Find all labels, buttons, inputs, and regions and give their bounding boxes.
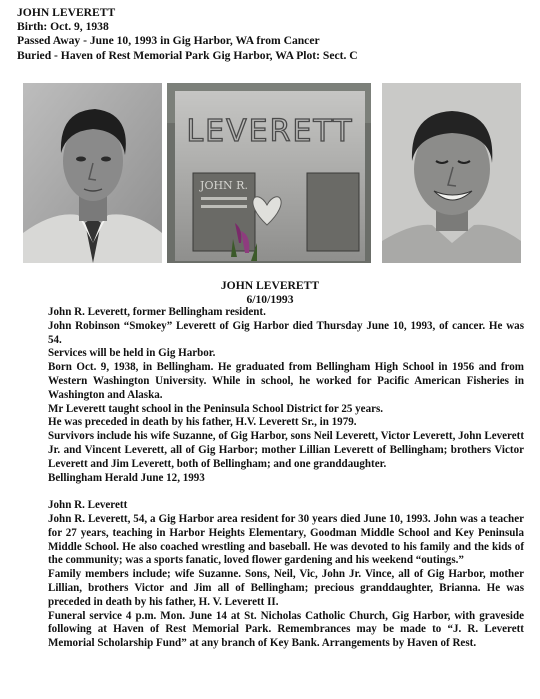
memorial-header xyxy=(17,6,358,63)
obit1-paragraph: He was preceded in death by his father, H.V. Leverett Sr., in 1979. xyxy=(48,416,357,429)
photo-row xyxy=(0,83,540,263)
portrait-young-photo[interactable] xyxy=(23,83,162,263)
obit1-paragraph: Born Oct. 9, 1938, in Bellingham. He graduated from Bellingham High School in 1956 and from Western Washington University. While in school, he worked for Pacific American Fisheries in Washington and Alaska. xyxy=(48,361,524,401)
obit2-heading: John R. Leverett xyxy=(48,499,128,512)
portrait-older-photo[interactable] xyxy=(382,83,521,263)
paragraph-spacer xyxy=(48,485,524,499)
article-date: 6/10/1993 xyxy=(246,293,294,306)
article-title: JOHN LEVERETT xyxy=(220,279,320,292)
birth-line: Birth: Oct. 9, 1938 xyxy=(17,20,109,34)
person-name: JOHN LEVERETT xyxy=(17,6,116,19)
passed-line: Passed Away - June 10, 1993 in Gig Harbor, WA from Cancer xyxy=(17,34,320,48)
obit2-paragraph: John R. Leverett, 54, a Gig Harbor area resident for 30 years died June 10, 1993. John was a teacher for 27 years, teaching in Harbor Heights Elementary, Goodman Middle School and Key Peninsula Middle School. He also coached wrestling and baseball. He was devoted to his family and the kids of the community; was a sports fanatic, loved flower gardening and his weekend “outings.” xyxy=(48,512,524,567)
obit1-paragraph: Survivors include his wife Suzanne, of Gig Harbor, sons Neil Leverett, Victor Leverett, John Leverett Jr. and Vincent Leverett, all of Gig Harbor; mother Lillian Leverett of Bellingham; brothers Victor Leverett and Jim Leverett, both of Bellingham; and one granddaughter. xyxy=(48,430,524,470)
obit2-paragraph: Family members include; wife Suzanne. Sons, Neil, Vic, John Jr. Vince, all of Gig Harbor, mother Lillian, brothers Victor and Jim all of Bellingham; precious granddaughter, Brianna. He was preceded in death by his father, H. V. Leverett II. xyxy=(48,568,524,608)
headstone-plate-text: JOHN R. xyxy=(200,179,248,192)
obit1-paragraph: John Robinson “Smokey” Leverett of Gig Harbor died Thursday June 10, 1993, of cancer. He was 54. xyxy=(48,319,524,346)
obit1-paragraph: Mr Leverett taught school in the Peninsula School District for 25 years. xyxy=(48,402,384,415)
headstone-name-text: LEVERETT xyxy=(186,114,354,149)
buried-line: Buried - Haven of Rest Memorial Park Gig Harbor, WA Plot: Sect. C xyxy=(17,48,358,62)
headstone-photo[interactable] xyxy=(167,83,371,263)
obit1-paragraph: Services will be held in Gig Harbor. xyxy=(48,347,216,360)
obituary-text xyxy=(48,306,524,651)
obit1-paragraph: John R. Leverett, former Bellingham resident. xyxy=(48,306,266,318)
obit1-source: Bellingham Herald June 12, 1993 xyxy=(48,471,205,484)
obit2-paragraph: Funeral service 4 p.m. Mon. June 14 at St. Nicholas Catholic Church, Gig Harbor, with graveside following at Haven of Rest Memorial Park. Remembrances may be made to “J. R. Leverett Memorial Scholarship Fund” at any branch of Key Bank. Arrangements by Haven of Rest. xyxy=(48,609,524,650)
